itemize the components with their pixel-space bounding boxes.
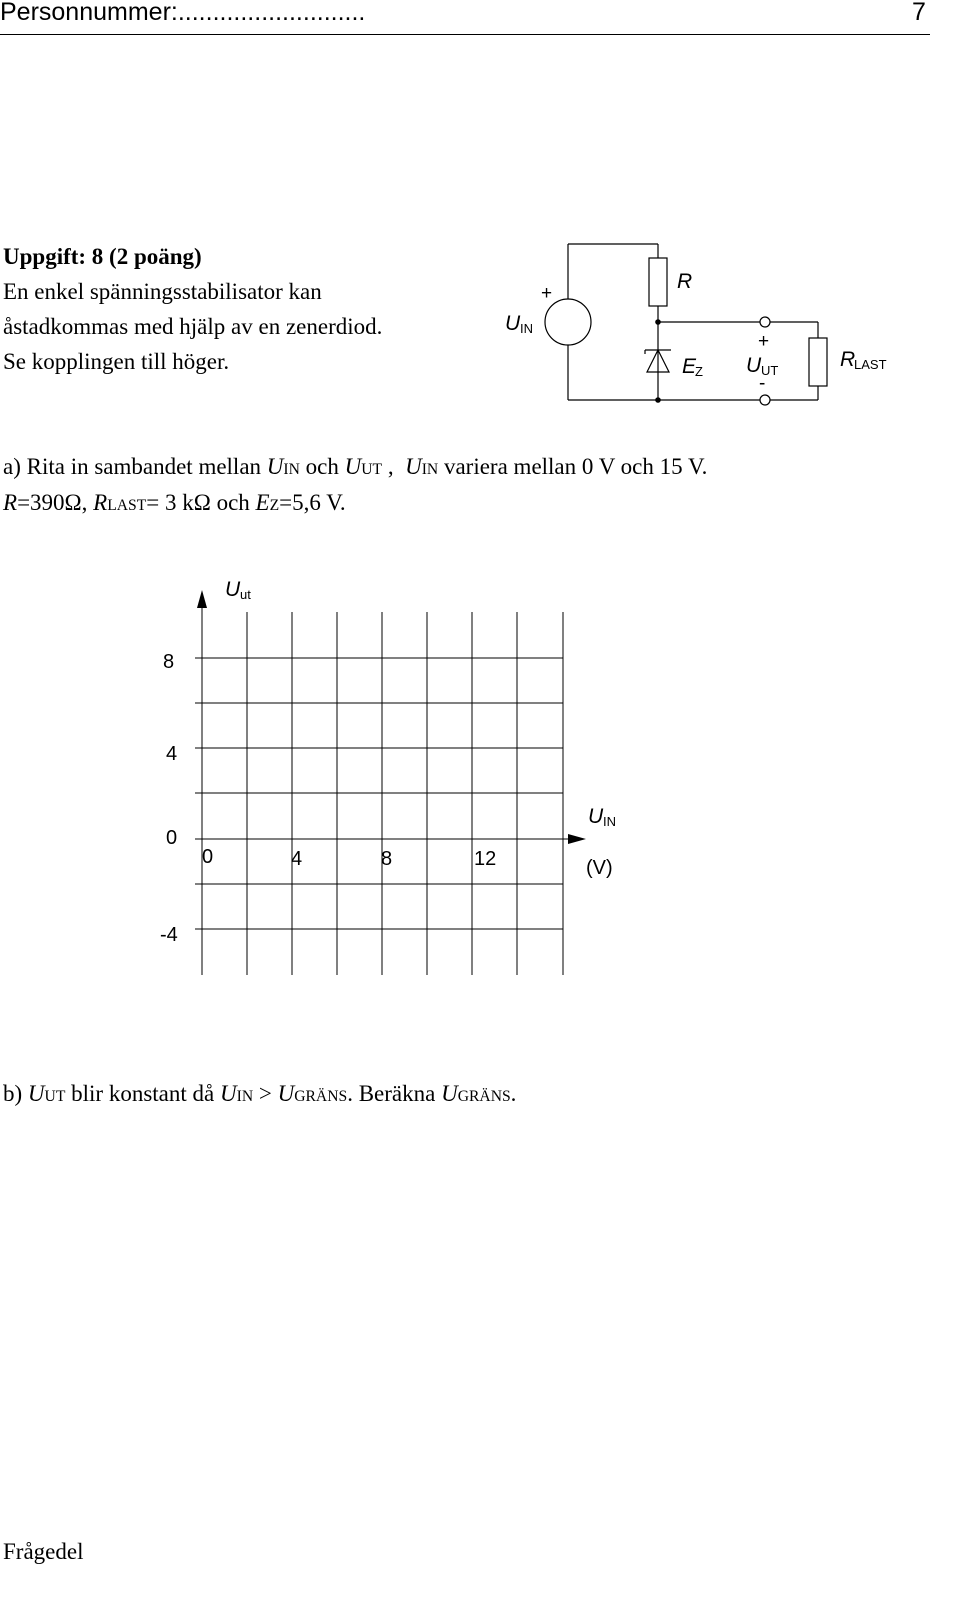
- y-axis-label: U: [225, 578, 241, 601]
- x-tick-4: 4: [291, 848, 303, 870]
- task-title: Uppgift: 8 (2 poäng): [3, 244, 202, 269]
- y-tick-8: 8: [163, 651, 175, 673]
- y-axis-arrow: [197, 590, 207, 608]
- x-tick-0: 0: [202, 846, 214, 868]
- u-ut-label: U: [746, 354, 762, 377]
- y-axis-sub: ut: [240, 587, 251, 602]
- x-axis-label: U: [588, 805, 604, 828]
- u-in-sub: IN: [520, 321, 533, 336]
- task-line-1: En enkel spänningsstabilisator kan: [3, 279, 322, 304]
- ez-label: E: [682, 355, 697, 378]
- rlast-label: R: [840, 348, 856, 371]
- x-tick-8: 8: [381, 848, 393, 870]
- x-axis-sub: IN: [603, 814, 616, 829]
- part-b-line: b) UUT blir konstant då UIN > UGRÄNS. Beräkna UGRÄNS.: [3, 1081, 517, 1106]
- y-tick-4: 4: [166, 743, 178, 765]
- part-a-line-1: a) Rita in sambandet mellan UIN och UUT , UIN variera mellan 0 V och 15 V.: [3, 454, 708, 479]
- header-label: Personnummer:...........................: [0, 0, 366, 26]
- y-tick-0: 0: [166, 827, 178, 849]
- footer-label: Frågedel: [3, 1539, 84, 1564]
- page-number: 7: [912, 0, 926, 26]
- y-tick-minus4: -4: [160, 924, 178, 946]
- x-axis-unit: (V): [586, 857, 613, 879]
- output-minus-label: -: [759, 373, 766, 394]
- task-line-3: Se kopplingen till höger.: [3, 349, 230, 374]
- source-plus-label: +: [541, 283, 553, 304]
- x-tick-12: 12: [474, 848, 497, 870]
- x-axis-arrow: [568, 834, 586, 844]
- r-label: R: [677, 270, 693, 293]
- task-line-2: åstadkommas med hjälp av en zenerdiod.: [3, 314, 383, 339]
- ez-sub: Z: [695, 364, 703, 379]
- rlast-sub: LAST: [854, 357, 887, 372]
- part-a-line-2: R=390Ω, RLAST= 3 kΩ och EZ=5,6 V.: [3, 490, 346, 515]
- u-in-label: U: [505, 312, 521, 335]
- u-ut-sub: UT: [761, 363, 779, 378]
- output-plus-label: +: [758, 331, 770, 352]
